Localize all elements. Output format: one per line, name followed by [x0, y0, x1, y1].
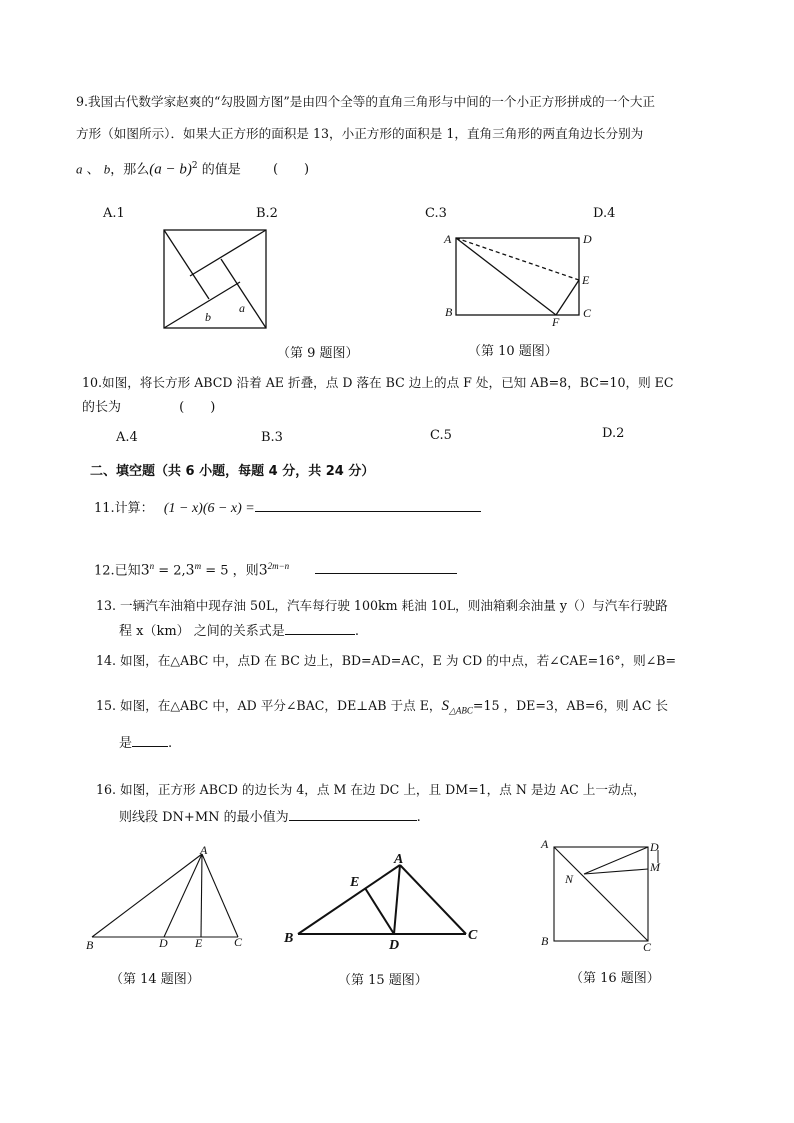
- q10-line2-text: 的长为: [82, 400, 122, 415]
- q16-answer-blank: [289, 808, 417, 821]
- fig15-label-c: C: [468, 928, 478, 943]
- q11-line: [94, 499, 481, 519]
- fig10-label-b: B: [445, 305, 453, 319]
- fig16-label-a: A: [541, 837, 549, 851]
- section2-title: 二、填空题（共 6 小题，每题 4 分，共 24 分）: [90, 464, 375, 479]
- fig9-label-b: b: [205, 310, 211, 324]
- q15-line1: [96, 696, 668, 721]
- q10-option-b: B.3: [261, 430, 283, 445]
- q9-option-c: C.3: [425, 206, 447, 221]
- q9-sep: 、: [82, 162, 100, 178]
- fig16-label-m: M: [650, 860, 660, 874]
- q9-line1: 9.我国古代数学家赵爽的“勾股圆方图”是由四个全等的直角三角形与中间的一个小正方形拼成的一个大正: [76, 94, 656, 109]
- q15-s-sub: △ABC: [448, 705, 473, 716]
- fig10-caption: （第 10 题图）: [468, 344, 558, 359]
- q9-var-a: a: [76, 161, 83, 177]
- fig10-label-f: F: [552, 315, 560, 328]
- q12-expr2-exp: m: [194, 561, 202, 571]
- q9-end: 的值是: [197, 162, 241, 178]
- fig14-label-d: D: [159, 936, 168, 950]
- fig15-label-d: D: [389, 938, 400, 952]
- fig10-label-a: A: [444, 232, 452, 246]
- fig9-label-a: a: [239, 301, 245, 315]
- q9-var-b: b: [103, 161, 111, 177]
- q9-option-b: B.2: [256, 206, 278, 221]
- q10-option-c: C.5: [430, 428, 452, 443]
- q12-expr3-exp: 2m−n: [267, 561, 290, 571]
- fig14-label-a: A: [200, 843, 208, 857]
- q10-paren: ( ): [179, 400, 216, 415]
- q16-line2-end: .: [416, 810, 421, 825]
- q9-line2: 方形（如图所示）．如果大正方形的面积是 13，小正方形的面积是 1，直角三角形的两直角边长分别为: [76, 126, 644, 141]
- q12-expr2-val: = 5: [201, 563, 229, 579]
- q12-expr3-base: 3: [258, 562, 268, 579]
- q13-line2-text: 程 x（km） 之间的关系式是: [119, 624, 285, 639]
- q15-line2: [119, 734, 172, 754]
- q11-answer-blank: [255, 499, 481, 512]
- fig14-caption: （第 14 题图）: [110, 972, 200, 987]
- q9-exp: 2: [191, 161, 198, 171]
- fig16-label-n: N: [565, 872, 574, 886]
- q9-option-d: D.4: [593, 206, 616, 221]
- fig14-label-e: E: [195, 936, 203, 950]
- q12-answer-blank: [315, 561, 457, 574]
- q15-line1-b: =15 ，DE=3，AB=6，则 AC 长: [472, 698, 668, 713]
- q15-line1-a: 15. 如图，在△ABC 中，AD 平分∠BAC，DE⊥AB 于点 E，: [96, 698, 442, 713]
- fig16-label-b: B: [541, 934, 549, 948]
- fig10-rectangle-fold: [440, 228, 600, 328]
- q14-line: 14. 如图，在△ABC 中，点D 在 BC 边上，BD=AD=AC，E 为 CD 的中点，若∠CAE=16°，则∠B=: [96, 653, 677, 668]
- q15-line2-end: .: [168, 736, 173, 751]
- fig16-label-d: D: [650, 840, 659, 854]
- q13-line1: 13. 一辆汽车油箱中现存油 50L，汽车每行驶 100km 耗油 10L，则油箱剩余油量 y（）与汽车行驶路: [96, 598, 668, 613]
- fig10-label-e: E: [582, 273, 590, 287]
- fig10-label-c: C: [583, 306, 592, 320]
- q13-line2: [119, 622, 359, 642]
- q9-line3: [76, 156, 309, 180]
- q16-line1: 16. 如图，正方形 ABCD 的边长为 4，点 M 在边 DC 上，且 DM=1，点 N 是边 AC 上一动点，: [96, 782, 646, 797]
- q13-answer-blank: [285, 622, 355, 635]
- q16-line2-text: 则线段 DN+MN 的最小值为: [119, 810, 289, 825]
- q10-line1: 10.如图，将长方形 ABCD 沿着 AE 折叠，点 D 落在 BC 边上的点 F 处，已知 AB=8，BC=10，则 EC: [82, 375, 674, 390]
- q12-mid: ，则: [232, 563, 259, 579]
- q16-line2: [119, 808, 421, 828]
- q12-expr1-exp: n: [149, 561, 155, 571]
- q11-label: 11.计算：: [94, 501, 154, 516]
- q15-answer-blank: [132, 734, 168, 747]
- fig16-square: [538, 836, 668, 952]
- q10-option-d: D.2: [602, 426, 625, 441]
- q10-option-a: A.4: [116, 430, 138, 445]
- q12-label: 12.已知: [94, 563, 141, 579]
- q9-option-a: A.1: [103, 206, 125, 221]
- fig14-label-c: C: [234, 935, 243, 949]
- q9-paren: ( ): [272, 162, 310, 178]
- q15-s: S: [441, 698, 449, 714]
- q12-line: [94, 556, 457, 581]
- q9-expr: (a − b): [149, 161, 192, 178]
- fig15-label-a: A: [394, 852, 404, 867]
- fig16-label-c: C: [643, 940, 652, 952]
- fig15-label-b: B: [284, 931, 294, 946]
- q12-expr1-val: = 2,: [154, 563, 186, 579]
- q13-line2-end: .: [354, 624, 359, 639]
- fig9-caption: （第 9 题图）: [277, 346, 359, 361]
- q9-text: ，那么: [110, 162, 150, 178]
- q15-line2-text: 是: [119, 736, 133, 751]
- fig15-triangle: [280, 846, 486, 952]
- q10-line2: [82, 398, 215, 418]
- fig14-triangle: [80, 842, 252, 954]
- q11-expr: (1 − x)(6 − x) =: [163, 501, 255, 516]
- fig10-label-d: D: [583, 232, 592, 246]
- q12-expr2-base: 3: [185, 562, 195, 579]
- fig14-label-b: B: [86, 938, 94, 952]
- fig9-pinwheel-square: [160, 226, 272, 332]
- fig16-caption: （第 16 题图）: [570, 971, 660, 986]
- fig15-label-e: E: [350, 875, 360, 890]
- fig15-caption: （第 15 题图）: [338, 973, 428, 988]
- q12-expr1-base: 3: [140, 562, 150, 579]
